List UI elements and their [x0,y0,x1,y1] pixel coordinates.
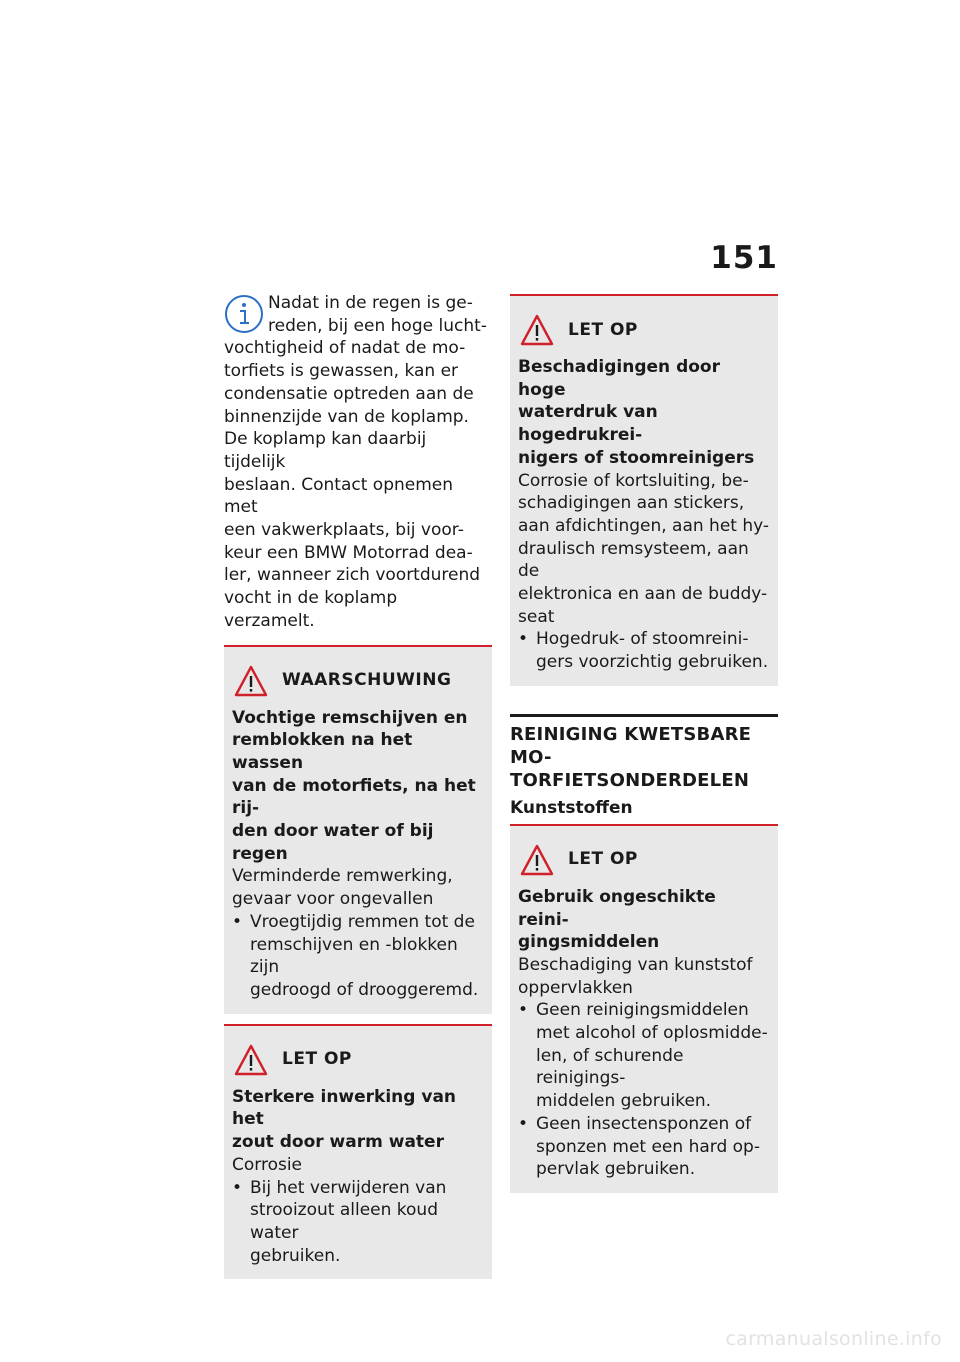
warning-triangle-icon [234,665,268,697]
warning-triangle-icon [234,1044,268,1076]
info-note [224,292,492,633]
info-note-line: Nadat in de regen is ge- [268,293,473,313]
left-column [224,292,492,1279]
info-note-line: keur een BMW Motorrad dea- [224,542,473,563]
caution-body: elektronica en aan de buddy- [518,584,768,605]
info-note-line: een vakwerkplaats, bij voor- [224,520,464,541]
caution-heading: nigers of stoomreinigers [518,447,755,468]
caution-heading: Beschadigingen door hoge [518,357,720,400]
warning-body: gevaar voor ongevallen [232,889,434,910]
info-note-line: De koplamp kan daarbij tijdelijk [224,429,427,472]
warning-heading: remblokken na het wassen [232,730,413,773]
caution-body: seat [518,606,555,627]
section-divider [510,714,778,717]
section-subtitle: Kunststoffen [510,797,633,818]
info-note-line: vocht in de koplamp verzamelt. [224,588,398,631]
caution-body: schadigingen aan stickers, [518,493,745,514]
caution-body: aan afdichtingen, aan het hy- [518,515,770,536]
warning-body: Verminderde remwerking, [232,866,453,887]
caution-heading: waterdruk van hogedrukrei- [518,402,658,446]
info-note-line: condensatie optreden aan de [224,383,474,404]
caution-title: LET OP [282,1049,352,1070]
caution-heading: zout door warm water [232,1132,444,1153]
info-note-line: torfiets is gewassen, kan er [224,361,459,382]
caution-bullet: • Bij het verwijderen van strooizout alleen koud water gebruiken. [232,1177,484,1268]
caution-bullet: • Geen reinigingsmiddelen met alcohol of oplosmidde- len, of schurende reinigings- middelen gebruiken. [518,999,770,1113]
caution-bullet: • Geen insectensponzen of sponzen met een hard op- pervlak gebruiken. [518,1113,770,1181]
section-title: REINIGING KWETSBARE MO- TORFIETSONDERDELEN [510,723,752,791]
warning-bullet: • Vroegtijdig remmen tot de remschijven en -blokken zijn gedroogd of drooggeremd. [232,911,484,1002]
caution-box-plastic [510,824,778,1193]
watermark: carmanualsonline.info [725,1328,942,1350]
warning-title: WAARSCHUWING [282,670,452,691]
caution-heading: Gebruik ongeschikte reini- [518,886,716,930]
info-note-line: vochtigheid of nadat de mo- [224,338,466,359]
caution-body: Corrosie [232,1154,303,1175]
caution-body: Corrosie of kortsluiting, be- [518,470,749,491]
caution-heading: Sterkere inwerking van het [232,1086,457,1130]
caution-box-salt [224,1024,492,1280]
caution-title: LET OP [568,849,638,870]
caution-box-pressure [510,294,778,686]
info-note-line: reden, bij een hoge lucht- [268,315,487,336]
warning-triangle-icon [520,314,554,346]
info-note-line: ler, wanneer zich voortdurend [224,565,481,586]
info-icon [222,292,266,336]
caution-body: oppervlakken [518,977,633,998]
caution-body: draulisch remsysteem, aan de [518,538,749,582]
caution-title: LET OP [568,319,638,340]
caution-bullet: • Hogedruk- of stoomreini- gers voorzichtig gebruiken. [518,628,770,673]
caution-body: Beschadiging van kunststof [518,954,753,975]
right-column [510,294,778,1193]
warning-heading: Vochtige remschijven en [232,707,468,728]
warning-heading: den door water of bij regen [232,821,434,864]
info-note-line: binnenzijde van de koplamp. [224,406,469,427]
warning-heading: van de motorfiets, na het rij- [232,775,476,819]
page-number: 151 [710,240,778,276]
warning-box [224,645,492,1014]
caution-heading: gingsmiddelen [518,932,660,953]
warning-triangle-icon [520,844,554,876]
info-note-line: beslaan. Contact opnemen met [224,474,454,518]
